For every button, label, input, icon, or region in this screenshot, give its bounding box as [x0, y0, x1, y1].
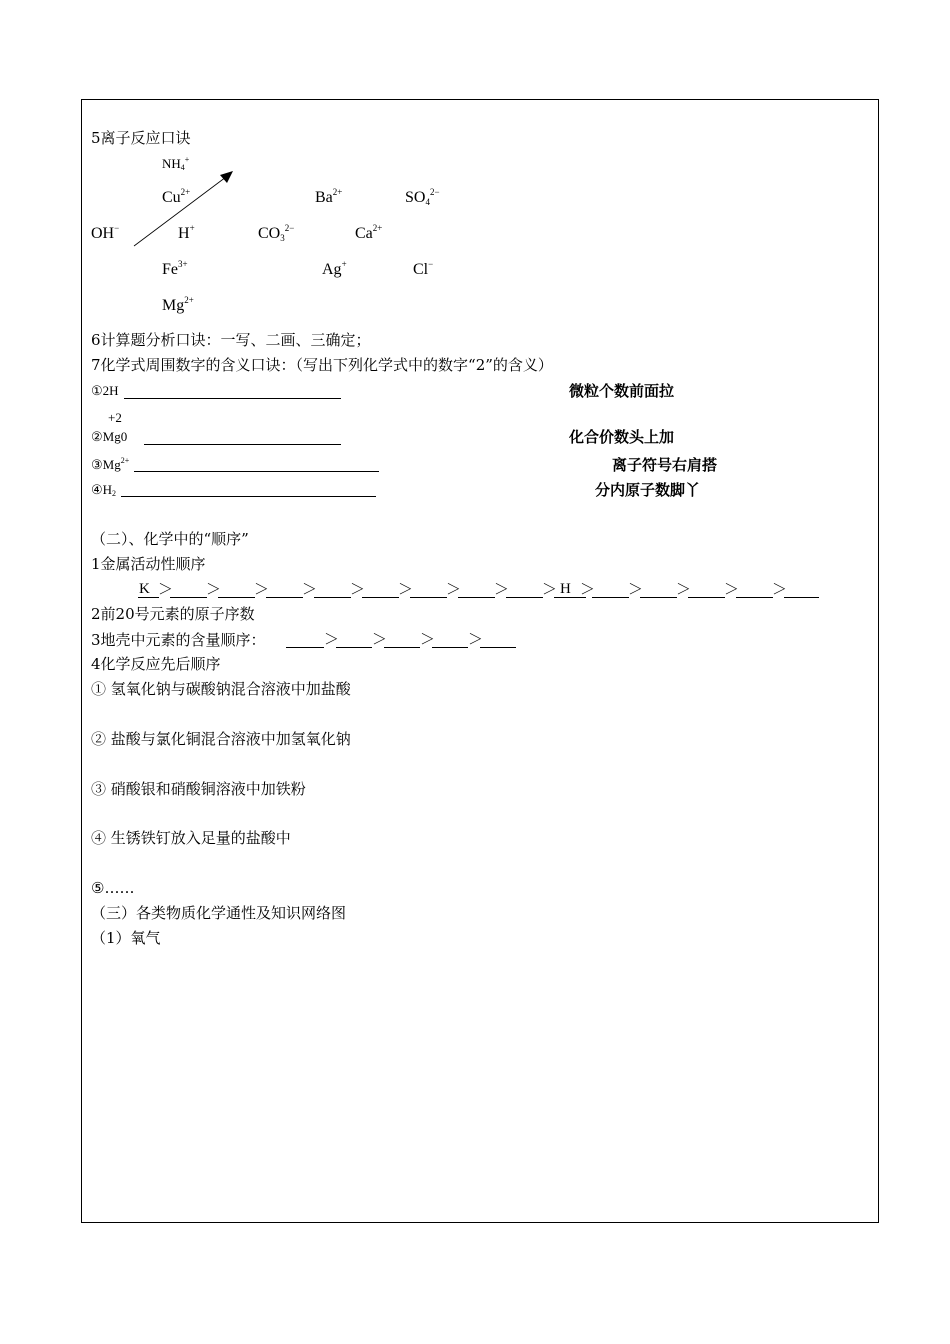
part-2-title: （二）、化学中的“顺序” — [91, 530, 249, 548]
ion-so4: $SO_4^{2-}$ — [405, 187, 440, 207]
item-3-crust-abundance: 3地壳中元素的含量顺序： — [91, 631, 266, 649]
chain-gt: ＞ — [254, 580, 270, 598]
part-3-oxygen: （1）氧气 — [91, 929, 161, 947]
chain-blank[interactable] — [218, 581, 255, 598]
chain-gt: ＞ — [302, 580, 318, 598]
chain-blank[interactable] — [640, 581, 677, 598]
part-3-title: （三）各类物质化学通性及知识网络图 — [91, 904, 347, 922]
reaction-3: ③ 硝酸银和硝酸铜溶液中加铁粉 — [91, 780, 306, 798]
reaction-2: ② 盐酸与氯化铜混合溶液中加氢氧化钠 — [91, 730, 351, 748]
chain-blank-h: H — [554, 581, 586, 598]
crust-blank[interactable] — [336, 631, 372, 648]
ion-cu: $Cu^{2+}$ — [162, 187, 191, 206]
chain-gt: ＞ — [494, 580, 510, 598]
chain-gt: ＞ — [542, 580, 558, 598]
item-4-reaction-order: 4化学反应先后顺序 — [91, 655, 221, 673]
mnemonic-atom-count: 分内原子数脚丫 — [595, 481, 701, 499]
crust-gt: ＞ — [420, 630, 436, 648]
chain-gt: ＞ — [350, 580, 366, 598]
ion-ba: $Ba^{2+}$ — [315, 187, 343, 206]
chain-gt: ＞ — [628, 580, 644, 598]
chain-gt: ＞ — [398, 580, 414, 598]
chain-gt: ＞ — [158, 580, 174, 598]
item-2h-label: ①2H — [91, 383, 119, 398]
mnemonic-ion-charge: 离子符号右肩搭 — [612, 456, 718, 474]
ion-nh4: $NH_4^+$ — [162, 155, 190, 172]
chain-blank[interactable] — [592, 581, 629, 598]
chain-gt: ＞ — [580, 580, 596, 598]
chain-blank[interactable] — [170, 581, 207, 598]
ion-oh: OH− — [91, 223, 120, 242]
crust-gt: ＞ — [468, 630, 484, 648]
valence-above: +2 — [108, 410, 122, 425]
chain-blank[interactable] — [688, 581, 725, 598]
chain-blank[interactable] — [458, 581, 495, 598]
chain-gt: ＞ — [446, 580, 462, 598]
reaction-4: ④ 生锈铁钉放入足量的盐酸中 — [91, 829, 291, 847]
section-7-title: 7化学式周围数字的含义口诀：（写出下列化学式中的数字“2”的含义） — [91, 356, 553, 374]
chain-blank[interactable] — [314, 581, 351, 598]
item-2h-answer-line[interactable] — [124, 398, 341, 399]
item-2-atomic-numbers: 2前20号元素的原子序数 — [91, 605, 255, 623]
section-6-text: 6计算题分析口诀：一写、二画、三确定； — [91, 331, 371, 349]
reaction-1: ① 氢氧化钠与碳酸钠混合溶液中加盐酸 — [91, 680, 351, 698]
ion-h: H+ — [178, 223, 195, 242]
chain-blank[interactable] — [784, 581, 819, 598]
mnemonic-particle-count: 微粒个数前面拉 — [569, 382, 675, 400]
section-5-title: 5离子反应口诀 — [91, 129, 191, 147]
ion-mg: $Mg^{2+}$ — [162, 295, 194, 314]
crust-gt: ＞ — [372, 630, 388, 648]
item-1-metal-activity: 1金属活动性顺序 — [91, 555, 206, 573]
ion-ag: Ag+ — [322, 259, 347, 278]
item-h2-label: $④H_2$ — [91, 482, 117, 498]
ion-ca: $Ca^{2+}$ — [355, 223, 383, 242]
chain-gt: ＞ — [676, 580, 692, 598]
ion-cl: Cl− — [413, 259, 434, 278]
chain-gt: ＞ — [772, 580, 788, 598]
crust-gt: ＞ — [324, 630, 340, 648]
ion-co3: $CO_3^{2-}$ — [258, 223, 295, 243]
chain-gt: ＞ — [724, 580, 740, 598]
crust-blank[interactable] — [384, 631, 420, 648]
crust-blank[interactable] — [432, 631, 468, 648]
item-mg2-answer-line[interactable] — [134, 471, 379, 472]
item-h2-answer-line[interactable] — [121, 496, 376, 497]
mnemonic-valence: 化合价数头上加 — [569, 428, 675, 446]
chain-blank-k: K — [138, 581, 159, 598]
chain-blank[interactable] — [736, 581, 773, 598]
item-mg2-label: $③Mg^{2+}$ — [91, 456, 130, 472]
chain-blank[interactable] — [410, 581, 447, 598]
item-mgo-label: ②Mg0 — [91, 429, 128, 444]
crust-blank[interactable] — [286, 631, 324, 648]
chain-gt: ＞ — [206, 580, 222, 598]
ion-fe: $Fe^{3+}$ — [162, 259, 188, 278]
chain-blank[interactable] — [266, 581, 303, 598]
crust-blank[interactable] — [480, 631, 516, 648]
chain-blank[interactable] — [506, 581, 543, 598]
reaction-5: ⑤…… — [91, 879, 135, 897]
chain-blank[interactable] — [362, 581, 399, 598]
item-mgo-answer-line[interactable] — [144, 444, 341, 445]
